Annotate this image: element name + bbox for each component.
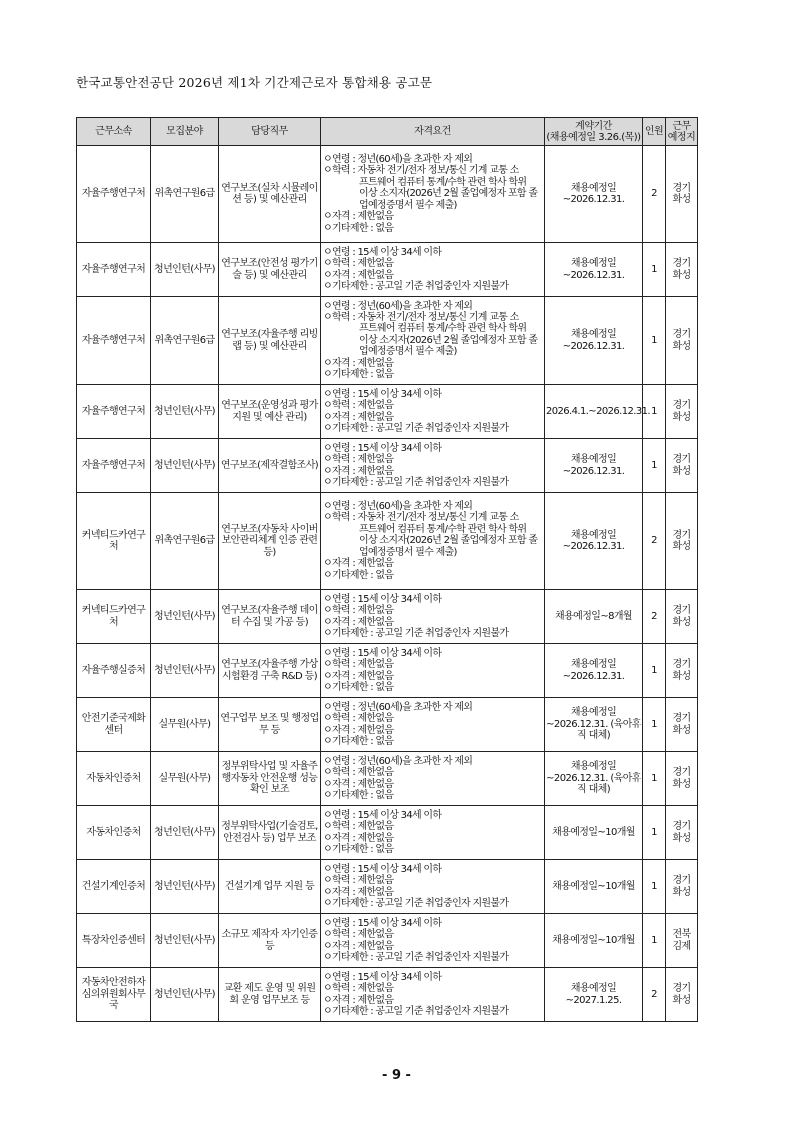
qualification-line: 프트웨어 컴퓨터 통계/수학 관련 학사 학위	[359, 176, 527, 188]
cell-duty: 정부위탁사업(기술검토, 안전검사 등) 업무 보조	[219, 806, 321, 860]
cell-count: 1	[643, 385, 666, 439]
qualification-line: ㅇ연령 : 15세 이상 34세 이하	[323, 593, 442, 605]
cell-duty: 연구업무 보조 및 행정업무 등	[219, 698, 321, 752]
cell-count: 1	[643, 297, 666, 385]
qualification-line: ㅇ연령 : 15세 이상 34세 이하	[323, 647, 442, 659]
cell-count: 1	[643, 860, 666, 914]
qualification-line: ㅇ연령 : 정년(60세)을 초과한 자 제외	[323, 755, 473, 767]
qualification-line: ㅇ자격 : 제한없음	[323, 886, 394, 898]
cell-duty: 연구보조(운영성과 평가 지원 및 예산 관리)	[219, 385, 321, 439]
cell-location: 경기 화성	[666, 644, 698, 698]
header-period	[545, 118, 643, 146]
qualification-line: ㅇ자격 : 제한없음	[323, 558, 394, 570]
cell-department: 자동차인증처	[77, 806, 151, 860]
qualification-line: ㅇ기타제한 : 공고일 기준 취업중인자 지원불가	[323, 280, 509, 292]
header-qualification: 자격요건	[321, 118, 545, 146]
cell-department: 자율주행연구처	[77, 146, 151, 243]
cell-qualification	[321, 297, 545, 385]
table-body	[77, 146, 698, 1022]
qualification-line: ㅇ기타제한 : 공고일 기준 취업중인자 지원불가	[323, 897, 509, 909]
qualification-line: ㅇ자격 : 제한없음	[323, 940, 394, 952]
cell-period: 채용예정일~8개월	[545, 590, 643, 644]
qualification-line: ㅇ연령 : 정년(60세)을 초과한 자 제외	[323, 701, 473, 713]
cell-recruit-field: 청년인턴(사무)	[151, 860, 219, 914]
cell-period: 채용예정일~2026.12.31.	[545, 493, 643, 590]
header-location-line2: 예정지	[667, 131, 696, 143]
cell-period: 채용예정일~2026.12.31.	[545, 644, 643, 698]
qualification-line: ㅇ자격 : 제한없음	[323, 411, 394, 423]
cell-department: 커넥티드카연구처	[77, 590, 151, 644]
cell-period: 채용예정일~2027.1.25.	[545, 968, 643, 1022]
table-row	[77, 439, 698, 493]
cell-location: 경기 화성	[666, 385, 698, 439]
cell-period: 채용예정일~2026.12.31.	[545, 243, 643, 297]
cell-location: 경기 화성	[666, 698, 698, 752]
recruitment-table	[76, 117, 698, 1022]
cell-count: 2	[643, 493, 666, 590]
header-location	[666, 118, 698, 146]
table-row	[77, 698, 698, 752]
cell-location: 경기 화성	[666, 806, 698, 860]
qualification-line: ㅇ자격 : 제한없음	[323, 357, 394, 369]
qualification-line: ㅇ학력 : 제한없음	[323, 454, 394, 466]
cell-duty: 연구보조(자율주행 리빙랩 등) 및 예산관리	[219, 297, 321, 385]
cell-department: 자율주행연구처	[77, 439, 151, 493]
cell-qualification	[321, 590, 545, 644]
cell-count: 2	[643, 590, 666, 644]
cell-location: 경기 화성	[666, 968, 698, 1022]
cell-period: 채용예정일~2026.12.31.	[545, 146, 643, 243]
cell-location: 전북 김제	[666, 914, 698, 968]
cell-qualification	[321, 385, 545, 439]
qualification-line: ㅇ기타제한 : 공고일 기준 취업중인자 지원불가	[323, 1005, 509, 1017]
qualification-line: ㅇ연령 : 정년(60세)을 초과한 자 제외	[323, 501, 473, 513]
cell-recruit-field: 청년인턴(사무)	[151, 644, 219, 698]
qualification-line: ㅇ자격 : 제한없음	[323, 616, 394, 628]
header-duty: 담당직무	[219, 118, 321, 146]
header-field: 모집분야	[151, 118, 219, 146]
cell-recruit-field: 위촉연구원6급	[151, 493, 219, 590]
table-row	[77, 493, 698, 590]
qualification-line: ㅇ자격 : 제한없음	[323, 211, 394, 223]
cell-count: 2	[643, 968, 666, 1022]
cell-duty: 연구보조(자율주행 가상시험환경 구축 R&D 등)	[219, 644, 321, 698]
qualification-line: 이상 소지자(2026년 2월 졸업예정자 포함 졸	[359, 535, 538, 547]
cell-count: 1	[643, 243, 666, 297]
cell-location: 경기 화성	[666, 752, 698, 806]
cell-recruit-field: 청년인턴(사무)	[151, 243, 219, 297]
qualification-line: 프트웨어 컴퓨터 통계/수학 관련 학사 학위	[359, 323, 527, 335]
table-row	[77, 385, 698, 439]
cell-recruit-field: 청년인턴(사무)	[151, 590, 219, 644]
cell-period: 2026.4.1.~2026.12.31.	[545, 385, 643, 439]
table-row	[77, 968, 698, 1022]
qualification-line: ㅇ기타제한 : 없음	[323, 369, 394, 381]
cell-qualification	[321, 860, 545, 914]
qualification-line: ㅇ기타제한 : 없음	[323, 569, 394, 581]
qualification-line: 프트웨어 컴퓨터 통계/수학 관련 학사 학위	[359, 523, 527, 535]
qualification-line: ㅇ자격 : 제한없음	[323, 269, 394, 281]
cell-recruit-field: 위촉연구원6급	[151, 146, 219, 243]
table-row	[77, 590, 698, 644]
qualification-line: ㅇ연령 : 15세 이상 34세 이하	[323, 971, 442, 983]
cell-department: 자율주행연구처	[77, 385, 151, 439]
qualification-line: 이상 소지자(2026년 2월 졸업예정자 포함 졸	[359, 334, 538, 346]
qualification-line: ㅇ연령 : 정년(60세)을 초과한 자 제외	[323, 300, 473, 312]
table-row	[77, 243, 698, 297]
cell-duty: 연구보조(제작결함조사)	[219, 439, 321, 493]
cell-qualification	[321, 493, 545, 590]
qualification-line: ㅇ연령 : 15세 이상 34세 이하	[323, 442, 442, 454]
table-row	[77, 806, 698, 860]
qualification-line: ㅇ학력 : 제한없음	[323, 258, 394, 270]
cell-qualification	[321, 439, 545, 493]
cell-count: 1	[643, 914, 666, 968]
qualification-line: ㅇ학력 : 제한없음	[323, 821, 394, 833]
cell-location: 경기 화성	[666, 860, 698, 914]
qualification-line: ㅇ연령 : 정년(60세)을 초과한 자 제외	[323, 154, 473, 166]
qualification-line: ㅇ학력 : 제한없음	[323, 659, 394, 671]
qualification-line: ㅇ학력 : 제한없음	[323, 929, 394, 941]
cell-period: 채용예정일~2026.12.31. (육아휴직 대체)	[545, 752, 643, 806]
cell-location: 경기 화성	[666, 297, 698, 385]
table-row	[77, 644, 698, 698]
cell-qualification	[321, 644, 545, 698]
cell-department: 특장차인증센터	[77, 914, 151, 968]
qualification-line: ㅇ학력 : 제한없음	[323, 767, 394, 779]
cell-qualification	[321, 806, 545, 860]
cell-qualification	[321, 914, 545, 968]
qualification-line: ㅇ학력 : 자동차 전기/전자 정보/통신 기계 교통 소	[323, 512, 519, 524]
cell-qualification	[321, 243, 545, 297]
qualification-line: ㅇ연령 : 15세 이상 34세 이하	[323, 809, 442, 821]
qualification-line: ㅇ기타제한 : 없음	[323, 681, 394, 693]
cell-period: 채용예정일~10개월	[545, 914, 643, 968]
cell-location: 경기 화성	[666, 590, 698, 644]
cell-period: 채용예정일~2026.12.31.	[545, 439, 643, 493]
cell-count: 1	[643, 698, 666, 752]
header-period-line2: (채용예정일 3.26.(목))	[546, 131, 641, 143]
cell-recruit-field: 실무원(사무)	[151, 698, 219, 752]
qualification-line: ㅇ기타제한 : 없음	[323, 222, 394, 234]
cell-count: 1	[643, 752, 666, 806]
qualification-line: ㅇ학력 : 제한없음	[323, 983, 394, 995]
cell-department: 자동차안전하자심의위원회사무국	[77, 968, 151, 1022]
cell-department: 자율주행실증처	[77, 644, 151, 698]
qualification-line: ㅇ연령 : 15세 이상 34세 이하	[323, 388, 442, 400]
qualification-line: ㅇ학력 : 제한없음	[323, 400, 394, 412]
table-row	[77, 752, 698, 806]
cell-location: 경기 화성	[666, 243, 698, 297]
cell-recruit-field: 청년인턴(사무)	[151, 439, 219, 493]
document-title: 한국교통안전공단 2026년 제1차 기간제근로자 통합채용 공고문	[76, 75, 433, 90]
table-header-row	[77, 118, 698, 146]
cell-period: 채용예정일~10개월	[545, 860, 643, 914]
cell-department: 커넥티드카연구처	[77, 493, 151, 590]
cell-period: 채용예정일~2026.12.31. (육아휴직 대체)	[545, 698, 643, 752]
qualification-line: ㅇ자격 : 제한없음	[323, 465, 394, 477]
qualification-line: ㅇ자격 : 제한없음	[323, 832, 394, 844]
qualification-line: ㅇ기타제한 : 없음	[323, 843, 394, 855]
cell-department: 건설기계인증처	[77, 860, 151, 914]
cell-department: 자율주행연구처	[77, 243, 151, 297]
header-dept: 근무소속	[77, 118, 151, 146]
cell-duty: 연구보조(자율주행 데이터 수집 및 가공 등)	[219, 590, 321, 644]
table-row	[77, 146, 698, 243]
cell-count: 1	[643, 806, 666, 860]
qualification-line: ㅇ기타제한 : 없음	[323, 735, 394, 747]
qualification-line: ㅇ연령 : 15세 이상 34세 이하	[323, 917, 442, 929]
cell-department: 자동차인증처	[77, 752, 151, 806]
cell-qualification	[321, 752, 545, 806]
cell-recruit-field: 위촉연구원6급	[151, 297, 219, 385]
cell-duty: 연구보조(실차 시뮬레이션 등) 및 예산관리	[219, 146, 321, 243]
qualification-line: ㅇ자격 : 제한없음	[323, 724, 394, 736]
cell-qualification	[321, 146, 545, 243]
qualification-line: ㅇ기타제한 : 공고일 기준 취업중인자 지원불가	[323, 627, 509, 639]
cell-department: 자율주행연구처	[77, 297, 151, 385]
cell-location: 경기 화성	[666, 493, 698, 590]
qualification-line: ㅇ학력 : 자동차 전기/전자 정보/통신 기계 교통 소	[323, 311, 519, 323]
cell-duty: 소규모 제작자 자기인증 등	[219, 914, 321, 968]
qualification-line: ㅇ기타제한 : 공고일 기준 취업중인자 지원불가	[323, 951, 509, 963]
page-number: - 9 -	[382, 1068, 411, 1083]
cell-duty: 정부위탁사업 및 자율주행자동차 안전운행 성능 확인 보조	[219, 752, 321, 806]
cell-department: 안전기준국제화센터	[77, 698, 151, 752]
cell-duty: 연구보조(안전성 평가기술 등) 및 예산관리	[219, 243, 321, 297]
cell-count: 1	[643, 439, 666, 493]
qualification-line: ㅇ학력 : 제한없음	[323, 713, 394, 725]
cell-period: 채용예정일~10개월	[545, 806, 643, 860]
qualification-line: ㅇ학력 : 제한없음	[323, 875, 394, 887]
qualification-line: 업예정증명서 필수 제출)	[359, 546, 457, 558]
table-row	[77, 860, 698, 914]
header-count: 인원	[643, 118, 666, 146]
header-period-line1: 계약기간	[575, 120, 612, 132]
qualification-line: 업예정증명서 필수 제출)	[359, 346, 457, 358]
cell-qualification	[321, 968, 545, 1022]
table-row	[77, 297, 698, 385]
qualification-line: 이상 소지자(2026년 2월 졸업예정자 포함 졸	[359, 188, 538, 200]
cell-recruit-field: 청년인턴(사무)	[151, 968, 219, 1022]
table-row	[77, 914, 698, 968]
qualification-line: ㅇ기타제한 : 없음	[323, 789, 394, 801]
cell-count: 1	[643, 644, 666, 698]
cell-recruit-field: 청년인턴(사무)	[151, 806, 219, 860]
qualification-line: ㅇ연령 : 15세 이상 34세 이하	[323, 863, 442, 875]
qualification-line: ㅇ기타제한 : 공고일 기준 취업중인자 지원불가	[323, 476, 509, 488]
qualification-line: 업예정증명서 필수 제출)	[359, 199, 457, 211]
qualification-line: ㅇ학력 : 자동차 전기/전자 정보/통신 기계 교통 소	[323, 165, 519, 177]
qualification-line: ㅇ학력 : 제한없음	[323, 605, 394, 617]
qualification-line: ㅇ자격 : 제한없음	[323, 670, 394, 682]
cell-location: 경기 화성	[666, 146, 698, 243]
cell-period: 채용예정일~2026.12.31.	[545, 297, 643, 385]
qualification-line: ㅇ연령 : 15세 이상 34세 이하	[323, 246, 442, 258]
cell-count: 2	[643, 146, 666, 243]
cell-recruit-field: 청년인턴(사무)	[151, 385, 219, 439]
header-location-line1: 근무	[672, 120, 691, 132]
qualification-line: ㅇ자격 : 제한없음	[323, 778, 394, 790]
qualification-line: ㅇ자격 : 제한없음	[323, 994, 394, 1006]
cell-qualification	[321, 698, 545, 752]
cell-recruit-field: 실무원(사무)	[151, 752, 219, 806]
cell-duty: 교환 제도 운영 및 위원회 운영 업무보조 등	[219, 968, 321, 1022]
qualification-line: ㅇ기타제한 : 공고일 기준 취업중인자 지원불가	[323, 422, 509, 434]
cell-recruit-field: 청년인턴(사무)	[151, 914, 219, 968]
cell-duty: 건설기계 업무 지원 등	[219, 860, 321, 914]
cell-duty: 연구보조(자동차 사이버보안관리체계 인증 관련 등)	[219, 493, 321, 590]
cell-location: 경기 화성	[666, 439, 698, 493]
